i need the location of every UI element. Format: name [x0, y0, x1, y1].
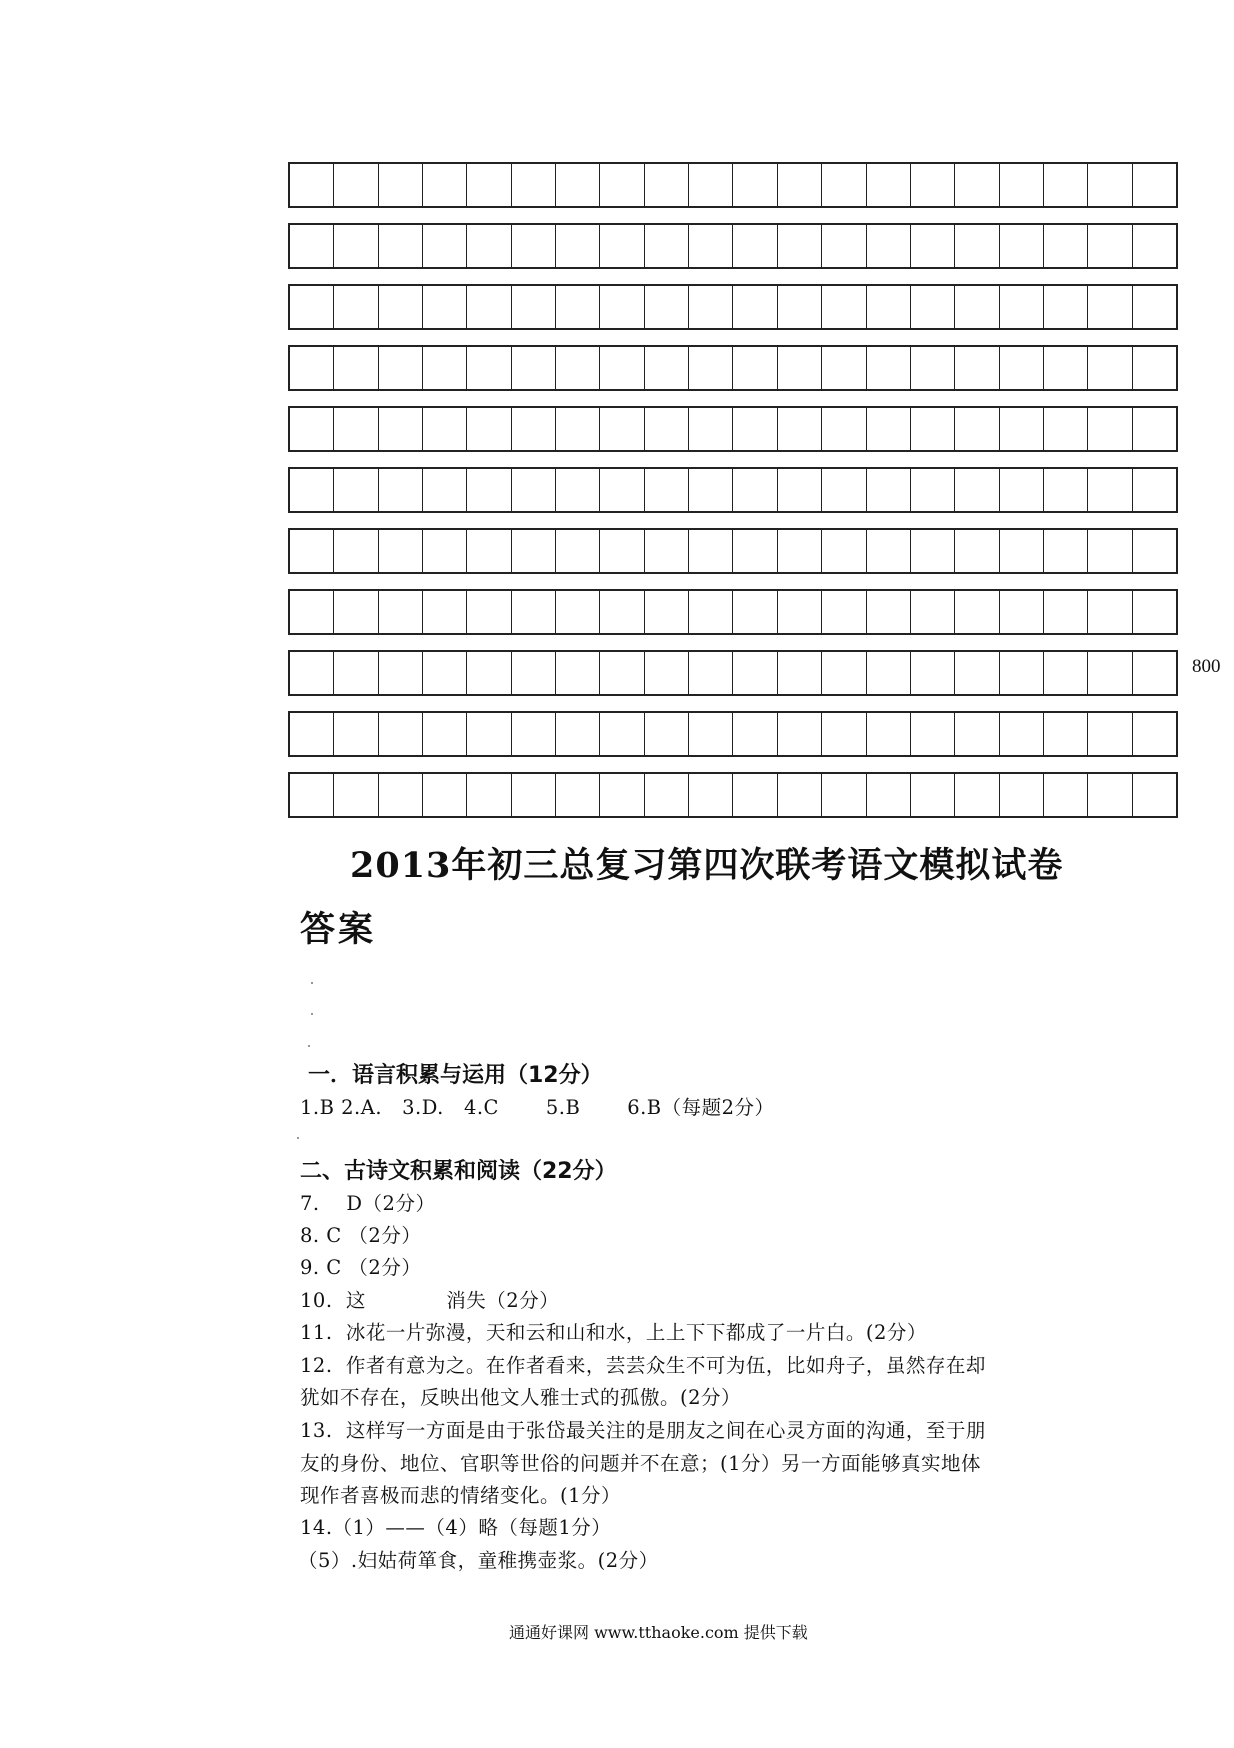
grid-cell — [911, 469, 955, 511]
grid-cell — [955, 774, 999, 816]
grid-cell — [689, 469, 733, 511]
grid-cell — [867, 347, 911, 389]
grid-cell — [1088, 591, 1132, 633]
grid-cell — [733, 286, 777, 328]
grid-cell — [689, 652, 733, 694]
grid-cell — [955, 652, 999, 694]
grid-cell — [467, 469, 511, 511]
grid-cell — [467, 225, 511, 267]
grid-cell — [689, 286, 733, 328]
grid-cell — [1000, 713, 1044, 755]
grid-cell — [1044, 347, 1088, 389]
grid-cell — [1044, 408, 1088, 450]
grid-cell — [1133, 408, 1177, 450]
grid-cell — [556, 774, 600, 816]
grid-cell — [911, 591, 955, 633]
grid-cell — [600, 408, 644, 450]
grid-cell — [733, 530, 777, 572]
grid-row — [288, 284, 1178, 330]
grid-cell — [556, 652, 600, 694]
grid-cell — [334, 774, 378, 816]
grid-cell — [1000, 164, 1044, 206]
grid-cell — [911, 652, 955, 694]
answer-line: （5）.妇姑荷箪食，童稚携壶浆。(2分） — [298, 1549, 659, 1572]
grid-cell — [600, 652, 644, 694]
grid-cell — [1088, 225, 1132, 267]
grid-cell — [512, 469, 556, 511]
answer-line: 犹如不存在，反映出他文人雅士式的孤傲。(2分） — [300, 1386, 742, 1409]
grid-cell — [334, 408, 378, 450]
grid-cell — [334, 286, 378, 328]
grid-cell — [822, 591, 866, 633]
grid-cell — [1044, 225, 1088, 267]
page-subtitle: 答案 — [300, 909, 377, 950]
grid-cell — [379, 774, 423, 816]
grid-cell — [379, 164, 423, 206]
grid-cell — [334, 530, 378, 572]
grid-cell — [1088, 469, 1132, 511]
grid-cell — [1044, 774, 1088, 816]
page-title: 2013年初三总复习第四次联考语文模拟试卷 — [350, 845, 1064, 886]
grid-cell — [423, 347, 467, 389]
grid-row — [288, 467, 1178, 513]
grid-cell — [689, 347, 733, 389]
grid-cell — [290, 408, 334, 450]
grid-cell — [1088, 408, 1132, 450]
grid-cell — [334, 225, 378, 267]
grid-cell — [645, 652, 689, 694]
scan-dot — [308, 1045, 310, 1047]
grid-cell — [645, 774, 689, 816]
grid-cell — [600, 713, 644, 755]
grid-cell — [1133, 347, 1177, 389]
grid-cell — [1133, 774, 1177, 816]
grid-cell — [379, 530, 423, 572]
grid-cell — [867, 164, 911, 206]
scan-dot — [297, 1137, 299, 1139]
grid-cell — [1133, 530, 1177, 572]
grid-cell — [1000, 469, 1044, 511]
grid-cell — [733, 164, 777, 206]
grid-cell — [379, 408, 423, 450]
grid-cell — [1044, 652, 1088, 694]
grid-cell — [556, 713, 600, 755]
grid-cell — [290, 530, 334, 572]
grid-cell — [1000, 774, 1044, 816]
grid-cell — [1088, 713, 1132, 755]
grid-cell — [1133, 713, 1177, 755]
grid-cell — [379, 347, 423, 389]
grid-cell — [512, 591, 556, 633]
grid-cell — [867, 286, 911, 328]
grid-cell — [290, 652, 334, 694]
grid-cell — [379, 286, 423, 328]
grid-cell — [334, 591, 378, 633]
grid-cell — [1133, 469, 1177, 511]
grid-cell — [290, 286, 334, 328]
grid-cell — [911, 164, 955, 206]
grid-cell — [733, 225, 777, 267]
grid-cell — [1000, 225, 1044, 267]
grid-cell — [1133, 225, 1177, 267]
grid-cell — [512, 774, 556, 816]
grid-cell — [423, 225, 467, 267]
grid-cell — [911, 713, 955, 755]
answer-line: 7. D（2分） — [300, 1192, 436, 1215]
grid-cell — [1000, 591, 1044, 633]
grid-cell — [955, 164, 999, 206]
grid-cell — [733, 713, 777, 755]
grid-cell — [423, 713, 467, 755]
grid-cell — [689, 774, 733, 816]
grid-cell — [1133, 652, 1177, 694]
grid-cell — [512, 408, 556, 450]
grid-cell — [379, 652, 423, 694]
grid-cell — [334, 469, 378, 511]
grid-cell — [778, 652, 822, 694]
grid-cell — [290, 347, 334, 389]
grid-cell — [733, 347, 777, 389]
grid-cell — [867, 225, 911, 267]
grid-cell — [556, 347, 600, 389]
grid-cell — [822, 225, 866, 267]
grid-cell — [467, 591, 511, 633]
grid-cell — [1088, 774, 1132, 816]
grid-cell — [556, 530, 600, 572]
grid-cell — [822, 774, 866, 816]
grid-cell — [467, 286, 511, 328]
grid-cell — [955, 408, 999, 450]
grid-row — [288, 345, 1178, 391]
grid-cell — [1088, 652, 1132, 694]
grid-cell — [778, 286, 822, 328]
grid-cell — [423, 286, 467, 328]
grid-cell — [1000, 652, 1044, 694]
grid-cell — [512, 286, 556, 328]
grid-cell — [512, 164, 556, 206]
grid-cell — [867, 591, 911, 633]
answer-line: 12. 作者有意为之。在作者看来，芸芸众生不可为伍，比如舟子，虽然存在却 — [300, 1354, 986, 1377]
grid-cell — [1088, 347, 1132, 389]
grid-cell — [911, 408, 955, 450]
grid-cell — [733, 774, 777, 816]
grid-cell — [955, 713, 999, 755]
grid-cell — [1088, 164, 1132, 206]
grid-cell — [512, 652, 556, 694]
grid-cell — [822, 530, 866, 572]
grid-row — [288, 772, 1178, 818]
grid-cell — [600, 164, 644, 206]
grid-cell — [867, 408, 911, 450]
grid-cell — [423, 774, 467, 816]
grid-cell — [645, 469, 689, 511]
grid-cell — [778, 469, 822, 511]
answer-line: 13. 这样写一方面是由于张岱最关注的是朋友之间在心灵方面的沟通，至于朋 — [300, 1419, 986, 1442]
section-heading-1: 一．语言积累与运用（12分） — [308, 1063, 603, 1088]
answer-line: 14.（1）——（4）略（每题1分） — [300, 1516, 612, 1539]
grid-cell — [600, 591, 644, 633]
grid-cell — [1044, 530, 1088, 572]
grid-cell — [867, 530, 911, 572]
scan-dot — [311, 1013, 313, 1015]
grid-cell — [689, 713, 733, 755]
grid-cell — [556, 286, 600, 328]
grid-cell — [1044, 591, 1088, 633]
grid-cell — [334, 164, 378, 206]
grid-cell — [955, 286, 999, 328]
grid-cell — [911, 286, 955, 328]
grid-cell — [733, 652, 777, 694]
grid-cell — [778, 225, 822, 267]
grid-cell — [911, 530, 955, 572]
grid-cell — [689, 164, 733, 206]
grid-cell — [645, 164, 689, 206]
grid-cell — [733, 591, 777, 633]
grid-cell — [1133, 164, 1177, 206]
section-heading-2: 二、古诗文积累和阅读（22分） — [300, 1159, 617, 1184]
grid-cell — [556, 469, 600, 511]
grid-cell — [778, 347, 822, 389]
grid-cell — [911, 225, 955, 267]
grid-cell — [689, 408, 733, 450]
grid-cell — [911, 774, 955, 816]
grid-cell — [467, 408, 511, 450]
grid-row — [288, 406, 1178, 452]
grid-cell — [512, 530, 556, 572]
grid-cell — [1044, 164, 1088, 206]
grid-cell — [645, 530, 689, 572]
grid-cell — [778, 713, 822, 755]
grid-cell — [379, 469, 423, 511]
answer-line: 友的身份、地位、官职等世俗的问题并不在意；(1分）另一方面能够真实地体 — [300, 1452, 982, 1475]
grid-cell — [467, 652, 511, 694]
grid-cell — [1000, 408, 1044, 450]
grid-cell — [955, 225, 999, 267]
grid-cell — [556, 164, 600, 206]
grid-cell — [645, 591, 689, 633]
grid-cell — [512, 225, 556, 267]
grid-cell — [867, 469, 911, 511]
grid-cell — [290, 591, 334, 633]
grid-cell — [778, 164, 822, 206]
grid-cell — [822, 164, 866, 206]
grid-cell — [1000, 286, 1044, 328]
grid-cell — [645, 408, 689, 450]
grid-cell — [290, 713, 334, 755]
grid-cell — [778, 530, 822, 572]
word-count-label: 800 — [1192, 656, 1221, 677]
grid-cell — [423, 469, 467, 511]
grid-cell — [467, 530, 511, 572]
writing-grid — [288, 162, 1178, 833]
scan-dot — [311, 982, 313, 984]
grid-cell — [379, 225, 423, 267]
grid-cell — [423, 408, 467, 450]
grid-cell — [600, 286, 644, 328]
grid-cell — [645, 347, 689, 389]
grid-cell — [600, 774, 644, 816]
grid-cell — [867, 652, 911, 694]
grid-cell — [512, 347, 556, 389]
grid-row — [288, 528, 1178, 574]
answer-line: 9. C （2分） — [300, 1256, 422, 1279]
grid-cell — [955, 347, 999, 389]
grid-cell — [600, 530, 644, 572]
grid-cell — [379, 591, 423, 633]
grid-cell — [467, 774, 511, 816]
grid-cell — [1000, 530, 1044, 572]
grid-cell — [689, 225, 733, 267]
grid-cell — [733, 408, 777, 450]
grid-row — [288, 589, 1178, 635]
grid-cell — [290, 164, 334, 206]
grid-cell — [467, 164, 511, 206]
grid-cell — [822, 469, 866, 511]
grid-row — [288, 711, 1178, 757]
grid-cell — [955, 530, 999, 572]
grid-cell — [867, 713, 911, 755]
grid-cell — [955, 591, 999, 633]
grid-row — [288, 650, 1178, 696]
grid-cell — [645, 286, 689, 328]
grid-cell — [822, 347, 866, 389]
grid-cell — [911, 347, 955, 389]
grid-cell — [1088, 286, 1132, 328]
grid-cell — [1088, 530, 1132, 572]
grid-cell — [1133, 591, 1177, 633]
grid-cell — [822, 408, 866, 450]
grid-cell — [733, 469, 777, 511]
grid-cell — [1000, 347, 1044, 389]
grid-cell — [512, 713, 556, 755]
grid-cell — [822, 652, 866, 694]
answer-line: 1.B 2.A. 3.D. 4.C 5.B 6.B（每题2分） — [300, 1096, 775, 1119]
grid-cell — [334, 652, 378, 694]
grid-cell — [1044, 713, 1088, 755]
grid-cell — [867, 774, 911, 816]
grid-cell — [600, 225, 644, 267]
grid-cell — [467, 347, 511, 389]
answer-line: 现作者喜极而悲的情绪变化。(1分） — [300, 1484, 622, 1507]
grid-cell — [778, 591, 822, 633]
grid-cell — [379, 713, 423, 755]
grid-cell — [334, 347, 378, 389]
grid-cell — [778, 774, 822, 816]
grid-cell — [689, 530, 733, 572]
grid-cell — [290, 469, 334, 511]
grid-cell — [645, 713, 689, 755]
grid-row — [288, 223, 1178, 269]
grid-cell — [1133, 286, 1177, 328]
grid-cell — [423, 530, 467, 572]
grid-cell — [822, 286, 866, 328]
grid-cell — [556, 408, 600, 450]
answer-line: 8. C （2分） — [300, 1224, 422, 1247]
grid-cell — [290, 774, 334, 816]
grid-cell — [467, 713, 511, 755]
grid-cell — [600, 469, 644, 511]
grid-cell — [955, 469, 999, 511]
grid-cell — [423, 652, 467, 694]
grid-cell — [423, 164, 467, 206]
grid-cell — [645, 225, 689, 267]
grid-cell — [689, 591, 733, 633]
grid-cell — [1044, 286, 1088, 328]
grid-cell — [556, 591, 600, 633]
grid-cell — [290, 225, 334, 267]
grid-cell — [334, 713, 378, 755]
grid-cell — [600, 347, 644, 389]
answer-line: 11. 冰花一片弥漫，天和云和山和水，上上下下都成了一片白。(2分） — [300, 1321, 927, 1344]
footer-source: 通通好课网 www.tthaoke.com 提供下载 — [509, 1623, 808, 1642]
grid-cell — [778, 408, 822, 450]
grid-cell — [822, 713, 866, 755]
grid-cell — [1044, 469, 1088, 511]
grid-cell — [423, 591, 467, 633]
grid-row — [288, 162, 1178, 208]
grid-cell — [556, 225, 600, 267]
answer-line: 10. 这 消失（2分） — [300, 1289, 560, 1312]
